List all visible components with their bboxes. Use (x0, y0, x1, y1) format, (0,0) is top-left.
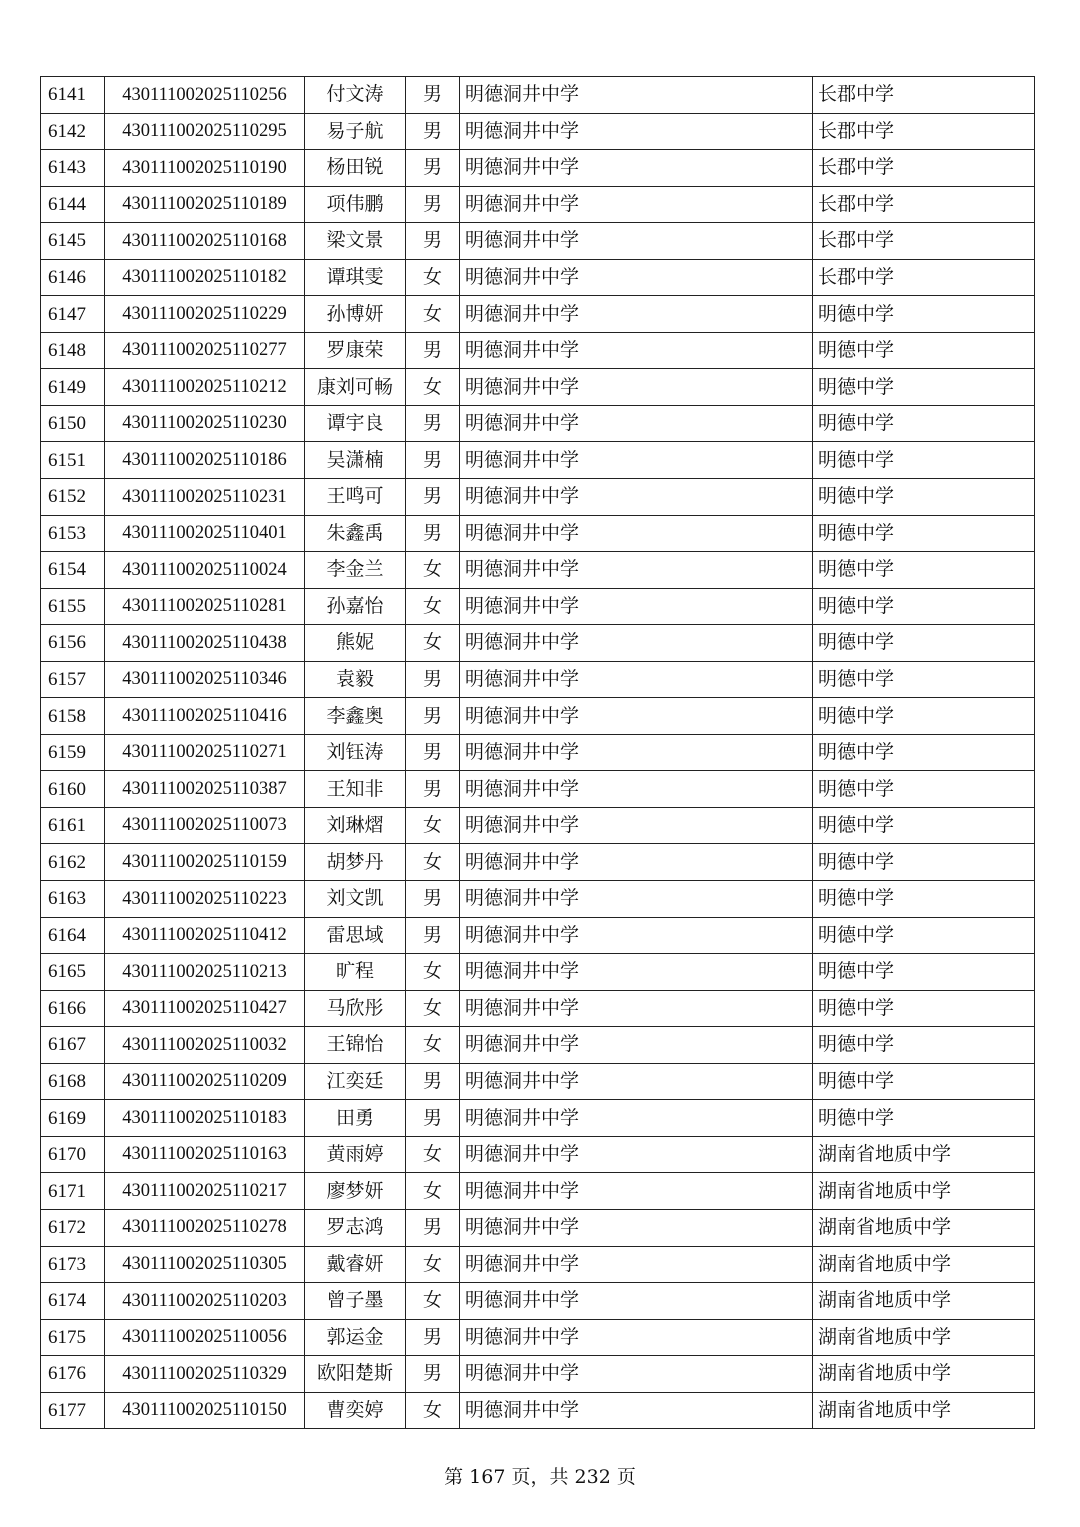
sequence-cell: 6172 (41, 1209, 105, 1246)
origin-school-cell: 明德洞井中学 (460, 223, 813, 260)
gender-cell: 男 (406, 917, 460, 954)
student-id-cell: 430111002025110073 (105, 807, 305, 844)
student-name-cell: 黄雨婷 (305, 1136, 406, 1173)
table-body (41, 77, 1035, 1429)
student-name-cell: 欧阳楚斯 (305, 1356, 406, 1393)
origin-school-cell: 明德洞井中学 (460, 1246, 813, 1283)
table-row (41, 1283, 1035, 1320)
sequence-cell: 6159 (41, 734, 105, 771)
gender-cell: 女 (406, 552, 460, 589)
gender-cell: 男 (406, 771, 460, 808)
admitted-school-cell: 湖南省地质中学 (813, 1209, 1035, 1246)
student-id-cell: 430111002025110412 (105, 917, 305, 954)
origin-school-cell: 明德洞井中学 (460, 296, 813, 333)
admitted-school-cell: 湖南省地质中学 (813, 1356, 1035, 1393)
table-row (41, 150, 1035, 187)
origin-school-cell: 明德洞井中学 (460, 990, 813, 1027)
table-row (41, 734, 1035, 771)
table-row (41, 990, 1035, 1027)
student-name-cell: 付文涛 (305, 77, 406, 114)
table-row (41, 113, 1035, 150)
student-name-cell: 戴睿妍 (305, 1246, 406, 1283)
student-id-cell: 430111002025110150 (105, 1392, 305, 1429)
sequence-cell: 6150 (41, 405, 105, 442)
origin-school-cell: 明德洞井中学 (460, 1392, 813, 1429)
sequence-cell: 6156 (41, 625, 105, 662)
table-row (41, 296, 1035, 333)
student-id-cell: 430111002025110212 (105, 369, 305, 406)
sequence-cell: 6144 (41, 186, 105, 223)
table-row (41, 479, 1035, 516)
student-name-cell: 李金兰 (305, 552, 406, 589)
student-id-cell: 430111002025110401 (105, 515, 305, 552)
admitted-school-cell: 长郡中学 (813, 223, 1035, 260)
sequence-cell: 6146 (41, 259, 105, 296)
admitted-school-cell: 明德中学 (813, 515, 1035, 552)
origin-school-cell: 明德洞井中学 (460, 734, 813, 771)
gender-cell: 女 (406, 369, 460, 406)
student-id-cell: 430111002025110271 (105, 734, 305, 771)
admitted-school-cell: 长郡中学 (813, 259, 1035, 296)
admitted-school-cell: 明德中学 (813, 990, 1035, 1027)
admitted-school-cell: 明德中学 (813, 405, 1035, 442)
student-name-cell: 谭琪雯 (305, 259, 406, 296)
admitted-school-cell: 明德中学 (813, 296, 1035, 333)
table-row (41, 881, 1035, 918)
student-name-cell: 孙博妍 (305, 296, 406, 333)
gender-cell: 女 (406, 1027, 460, 1064)
sequence-cell: 6154 (41, 552, 105, 589)
origin-school-cell: 明德洞井中学 (460, 661, 813, 698)
origin-school-cell: 明德洞井中学 (460, 588, 813, 625)
admission-list-table (40, 76, 1035, 1429)
sequence-cell: 6174 (41, 1283, 105, 1320)
table-row (41, 369, 1035, 406)
student-name-cell: 杨田锐 (305, 150, 406, 187)
student-id-cell: 430111002025110189 (105, 186, 305, 223)
origin-school-cell: 明德洞井中学 (460, 1209, 813, 1246)
student-name-cell: 刘文凯 (305, 881, 406, 918)
admitted-school-cell: 湖南省地质中学 (813, 1136, 1035, 1173)
table-row (41, 405, 1035, 442)
sequence-cell: 6149 (41, 369, 105, 406)
student-id-cell: 430111002025110387 (105, 771, 305, 808)
table-row (41, 1392, 1035, 1429)
table-row (41, 1319, 1035, 1356)
origin-school-cell: 明德洞井中学 (460, 77, 813, 114)
table-row (41, 844, 1035, 881)
student-id-cell: 430111002025110229 (105, 296, 305, 333)
student-name-cell: 廖梦妍 (305, 1173, 406, 1210)
admitted-school-cell: 明德中学 (813, 844, 1035, 881)
sequence-cell: 6157 (41, 661, 105, 698)
table-row (41, 259, 1035, 296)
sequence-cell: 6163 (41, 881, 105, 918)
student-name-cell: 罗康荣 (305, 332, 406, 369)
sequence-cell: 6171 (41, 1173, 105, 1210)
gender-cell: 男 (406, 479, 460, 516)
table-row (41, 625, 1035, 662)
origin-school-cell: 明德洞井中学 (460, 113, 813, 150)
origin-school-cell: 明德洞井中学 (460, 625, 813, 662)
origin-school-cell: 明德洞井中学 (460, 1063, 813, 1100)
student-name-cell: 吴潇楠 (305, 442, 406, 479)
student-id-cell: 430111002025110305 (105, 1246, 305, 1283)
student-name-cell: 罗志鸿 (305, 1209, 406, 1246)
origin-school-cell: 明德洞井中学 (460, 844, 813, 881)
student-name-cell: 易子航 (305, 113, 406, 150)
admitted-school-cell: 明德中学 (813, 552, 1035, 589)
student-id-cell: 430111002025110024 (105, 552, 305, 589)
sequence-cell: 6152 (41, 479, 105, 516)
student-name-cell: 马欣彤 (305, 990, 406, 1027)
gender-cell: 男 (406, 332, 460, 369)
student-id-cell: 430111002025110346 (105, 661, 305, 698)
sequence-cell: 6155 (41, 588, 105, 625)
table-row (41, 771, 1035, 808)
student-name-cell: 曾子墨 (305, 1283, 406, 1320)
student-name-cell: 雷思域 (305, 917, 406, 954)
student-name-cell: 旷程 (305, 954, 406, 991)
admitted-school-cell: 明德中学 (813, 588, 1035, 625)
gender-cell: 男 (406, 77, 460, 114)
admitted-school-cell: 明德中学 (813, 661, 1035, 698)
table-row (41, 954, 1035, 991)
student-id-cell: 430111002025110230 (105, 405, 305, 442)
page-footer (0, 1462, 1080, 1489)
table-row (41, 1356, 1035, 1393)
admitted-school-cell: 长郡中学 (813, 186, 1035, 223)
gender-cell: 男 (406, 150, 460, 187)
student-name-cell: 朱鑫禹 (305, 515, 406, 552)
student-name-cell: 李鑫奥 (305, 698, 406, 735)
gender-cell: 男 (406, 734, 460, 771)
student-name-cell: 袁毅 (305, 661, 406, 698)
origin-school-cell: 明德洞井中学 (460, 186, 813, 223)
gender-cell: 男 (406, 1319, 460, 1356)
sequence-cell: 6151 (41, 442, 105, 479)
gender-cell: 男 (406, 1209, 460, 1246)
origin-school-cell: 明德洞井中学 (460, 1136, 813, 1173)
origin-school-cell: 明德洞井中学 (460, 479, 813, 516)
student-name-cell: 康刘可畅 (305, 369, 406, 406)
student-id-cell: 430111002025110278 (105, 1209, 305, 1246)
student-name-cell: 田勇 (305, 1100, 406, 1137)
sequence-cell: 6142 (41, 113, 105, 150)
gender-cell: 女 (406, 1283, 460, 1320)
student-name-cell: 熊妮 (305, 625, 406, 662)
sequence-cell: 6153 (41, 515, 105, 552)
table-row (41, 807, 1035, 844)
student-id-cell: 430111002025110231 (105, 479, 305, 516)
origin-school-cell: 明德洞井中学 (460, 1027, 813, 1064)
origin-school-cell: 明德洞井中学 (460, 515, 813, 552)
student-id-cell: 430111002025110277 (105, 332, 305, 369)
origin-school-cell: 明德洞井中学 (460, 1283, 813, 1320)
sequence-cell: 6143 (41, 150, 105, 187)
student-id-cell: 430111002025110213 (105, 954, 305, 991)
table-row (41, 186, 1035, 223)
origin-school-cell: 明德洞井中学 (460, 1319, 813, 1356)
origin-school-cell: 明德洞井中学 (460, 150, 813, 187)
table-row (41, 1136, 1035, 1173)
gender-cell: 女 (406, 1246, 460, 1283)
footer-suffix: 页 (616, 1466, 636, 1488)
gender-cell: 女 (406, 259, 460, 296)
sequence-cell: 6165 (41, 954, 105, 991)
table-row (41, 442, 1035, 479)
admitted-school-cell: 明德中学 (813, 917, 1035, 954)
origin-school-cell: 明德洞井中学 (460, 259, 813, 296)
student-name-cell: 郭运金 (305, 1319, 406, 1356)
admitted-school-cell: 明德中学 (813, 1063, 1035, 1100)
admitted-school-cell: 明德中学 (813, 954, 1035, 991)
table-row (41, 515, 1035, 552)
gender-cell: 女 (406, 588, 460, 625)
sequence-cell: 6176 (41, 1356, 105, 1393)
gender-cell: 女 (406, 990, 460, 1027)
footer-current-page: 167 (469, 1466, 506, 1488)
gender-cell: 男 (406, 113, 460, 150)
origin-school-cell: 明德洞井中学 (460, 442, 813, 479)
origin-school-cell: 明德洞井中学 (460, 881, 813, 918)
table-row (41, 661, 1035, 698)
origin-school-cell: 明德洞井中学 (460, 552, 813, 589)
student-name-cell: 刘钰涛 (305, 734, 406, 771)
sequence-cell: 6145 (41, 223, 105, 260)
sequence-cell: 6160 (41, 771, 105, 808)
sequence-cell: 6161 (41, 807, 105, 844)
admitted-school-cell: 明德中学 (813, 479, 1035, 516)
origin-school-cell: 明德洞井中学 (460, 369, 813, 406)
gender-cell: 男 (406, 661, 460, 698)
admitted-school-cell: 明德中学 (813, 771, 1035, 808)
table-row (41, 1027, 1035, 1064)
gender-cell: 男 (406, 186, 460, 223)
student-name-cell: 梁文景 (305, 223, 406, 260)
student-id-cell: 430111002025110438 (105, 625, 305, 662)
footer-prefix: 第 (444, 1466, 464, 1488)
admitted-school-cell: 明德中学 (813, 332, 1035, 369)
table-row (41, 1209, 1035, 1246)
gender-cell: 男 (406, 1356, 460, 1393)
admitted-school-cell: 长郡中学 (813, 113, 1035, 150)
gender-cell: 男 (406, 405, 460, 442)
admitted-school-cell: 湖南省地质中学 (813, 1392, 1035, 1429)
student-id-cell: 430111002025110223 (105, 881, 305, 918)
student-id-cell: 430111002025110209 (105, 1063, 305, 1100)
student-id-cell: 430111002025110295 (105, 113, 305, 150)
origin-school-cell: 明德洞井中学 (460, 954, 813, 991)
sequence-cell: 6141 (41, 77, 105, 114)
gender-cell: 男 (406, 1100, 460, 1137)
origin-school-cell: 明德洞井中学 (460, 771, 813, 808)
table-row (41, 223, 1035, 260)
admitted-school-cell: 湖南省地质中学 (813, 1283, 1035, 1320)
sequence-cell: 6162 (41, 844, 105, 881)
student-name-cell: 孙嘉怡 (305, 588, 406, 625)
admitted-school-cell: 明德中学 (813, 442, 1035, 479)
origin-school-cell: 明德洞井中学 (460, 1173, 813, 1210)
admitted-school-cell: 湖南省地质中学 (813, 1319, 1035, 1356)
gender-cell: 男 (406, 1063, 460, 1100)
student-name-cell: 王鸣可 (305, 479, 406, 516)
gender-cell: 男 (406, 223, 460, 260)
gender-cell: 女 (406, 1136, 460, 1173)
admitted-school-cell: 明德中学 (813, 625, 1035, 662)
table-row (41, 1246, 1035, 1283)
admitted-school-cell: 明德中学 (813, 734, 1035, 771)
student-name-cell: 刘琳熠 (305, 807, 406, 844)
sequence-cell: 6169 (41, 1100, 105, 1137)
student-id-cell: 430111002025110182 (105, 259, 305, 296)
admitted-school-cell: 长郡中学 (813, 77, 1035, 114)
sequence-cell: 6164 (41, 917, 105, 954)
sequence-cell: 6170 (41, 1136, 105, 1173)
admitted-school-cell: 长郡中学 (813, 150, 1035, 187)
footer-middle: 页，共 (511, 1466, 569, 1488)
student-name-cell: 王知非 (305, 771, 406, 808)
table-row (41, 917, 1035, 954)
origin-school-cell: 明德洞井中学 (460, 807, 813, 844)
table-row (41, 1100, 1035, 1137)
student-id-cell: 430111002025110329 (105, 1356, 305, 1393)
gender-cell: 女 (406, 1392, 460, 1429)
student-id-cell: 430111002025110281 (105, 588, 305, 625)
student-name-cell: 胡梦丹 (305, 844, 406, 881)
student-name-cell: 王锦怡 (305, 1027, 406, 1064)
sequence-cell: 6175 (41, 1319, 105, 1356)
table-row (41, 552, 1035, 589)
student-id-cell: 430111002025110168 (105, 223, 305, 260)
admitted-school-cell: 明德中学 (813, 369, 1035, 406)
table-row (41, 332, 1035, 369)
sequence-cell: 6173 (41, 1246, 105, 1283)
sequence-cell: 6158 (41, 698, 105, 735)
admitted-school-cell: 明德中学 (813, 807, 1035, 844)
origin-school-cell: 明德洞井中学 (460, 917, 813, 954)
gender-cell: 女 (406, 807, 460, 844)
student-id-cell: 430111002025110163 (105, 1136, 305, 1173)
table-row (41, 588, 1035, 625)
student-id-cell: 430111002025110427 (105, 990, 305, 1027)
origin-school-cell: 明德洞井中学 (460, 698, 813, 735)
table-row (41, 698, 1035, 735)
gender-cell: 男 (406, 881, 460, 918)
origin-school-cell: 明德洞井中学 (460, 405, 813, 442)
student-name-cell: 江奕廷 (305, 1063, 406, 1100)
student-name-cell: 谭宇良 (305, 405, 406, 442)
origin-school-cell: 明德洞井中学 (460, 332, 813, 369)
sequence-cell: 6147 (41, 296, 105, 333)
student-name-cell: 项伟鹏 (305, 186, 406, 223)
student-id-cell: 430111002025110217 (105, 1173, 305, 1210)
student-id-cell: 430111002025110190 (105, 150, 305, 187)
gender-cell: 女 (406, 954, 460, 991)
gender-cell: 女 (406, 844, 460, 881)
table-row (41, 77, 1035, 114)
student-name-cell: 曹奕婷 (305, 1392, 406, 1429)
gender-cell: 男 (406, 442, 460, 479)
student-id-cell: 430111002025110416 (105, 698, 305, 735)
footer-total-pages: 232 (574, 1466, 611, 1488)
student-id-cell: 430111002025110032 (105, 1027, 305, 1064)
table-row (41, 1173, 1035, 1210)
admitted-school-cell: 明德中学 (813, 698, 1035, 735)
admitted-school-cell: 明德中学 (813, 881, 1035, 918)
sequence-cell: 6168 (41, 1063, 105, 1100)
origin-school-cell: 明德洞井中学 (460, 1356, 813, 1393)
admitted-school-cell: 明德中学 (813, 1100, 1035, 1137)
gender-cell: 女 (406, 1173, 460, 1210)
student-id-cell: 430111002025110203 (105, 1283, 305, 1320)
student-id-cell: 430111002025110186 (105, 442, 305, 479)
origin-school-cell: 明德洞井中学 (460, 1100, 813, 1137)
sequence-cell: 6166 (41, 990, 105, 1027)
student-id-cell: 430111002025110056 (105, 1319, 305, 1356)
sequence-cell: 6167 (41, 1027, 105, 1064)
sequence-cell: 6177 (41, 1392, 105, 1429)
student-id-cell: 430111002025110256 (105, 77, 305, 114)
admitted-school-cell: 明德中学 (813, 1027, 1035, 1064)
table-row (41, 1063, 1035, 1100)
gender-cell: 女 (406, 296, 460, 333)
sequence-cell: 6148 (41, 332, 105, 369)
gender-cell: 男 (406, 515, 460, 552)
student-id-cell: 430111002025110159 (105, 844, 305, 881)
gender-cell: 女 (406, 625, 460, 662)
admitted-school-cell: 湖南省地质中学 (813, 1173, 1035, 1210)
gender-cell: 男 (406, 698, 460, 735)
student-id-cell: 430111002025110183 (105, 1100, 305, 1137)
admitted-school-cell: 湖南省地质中学 (813, 1246, 1035, 1283)
